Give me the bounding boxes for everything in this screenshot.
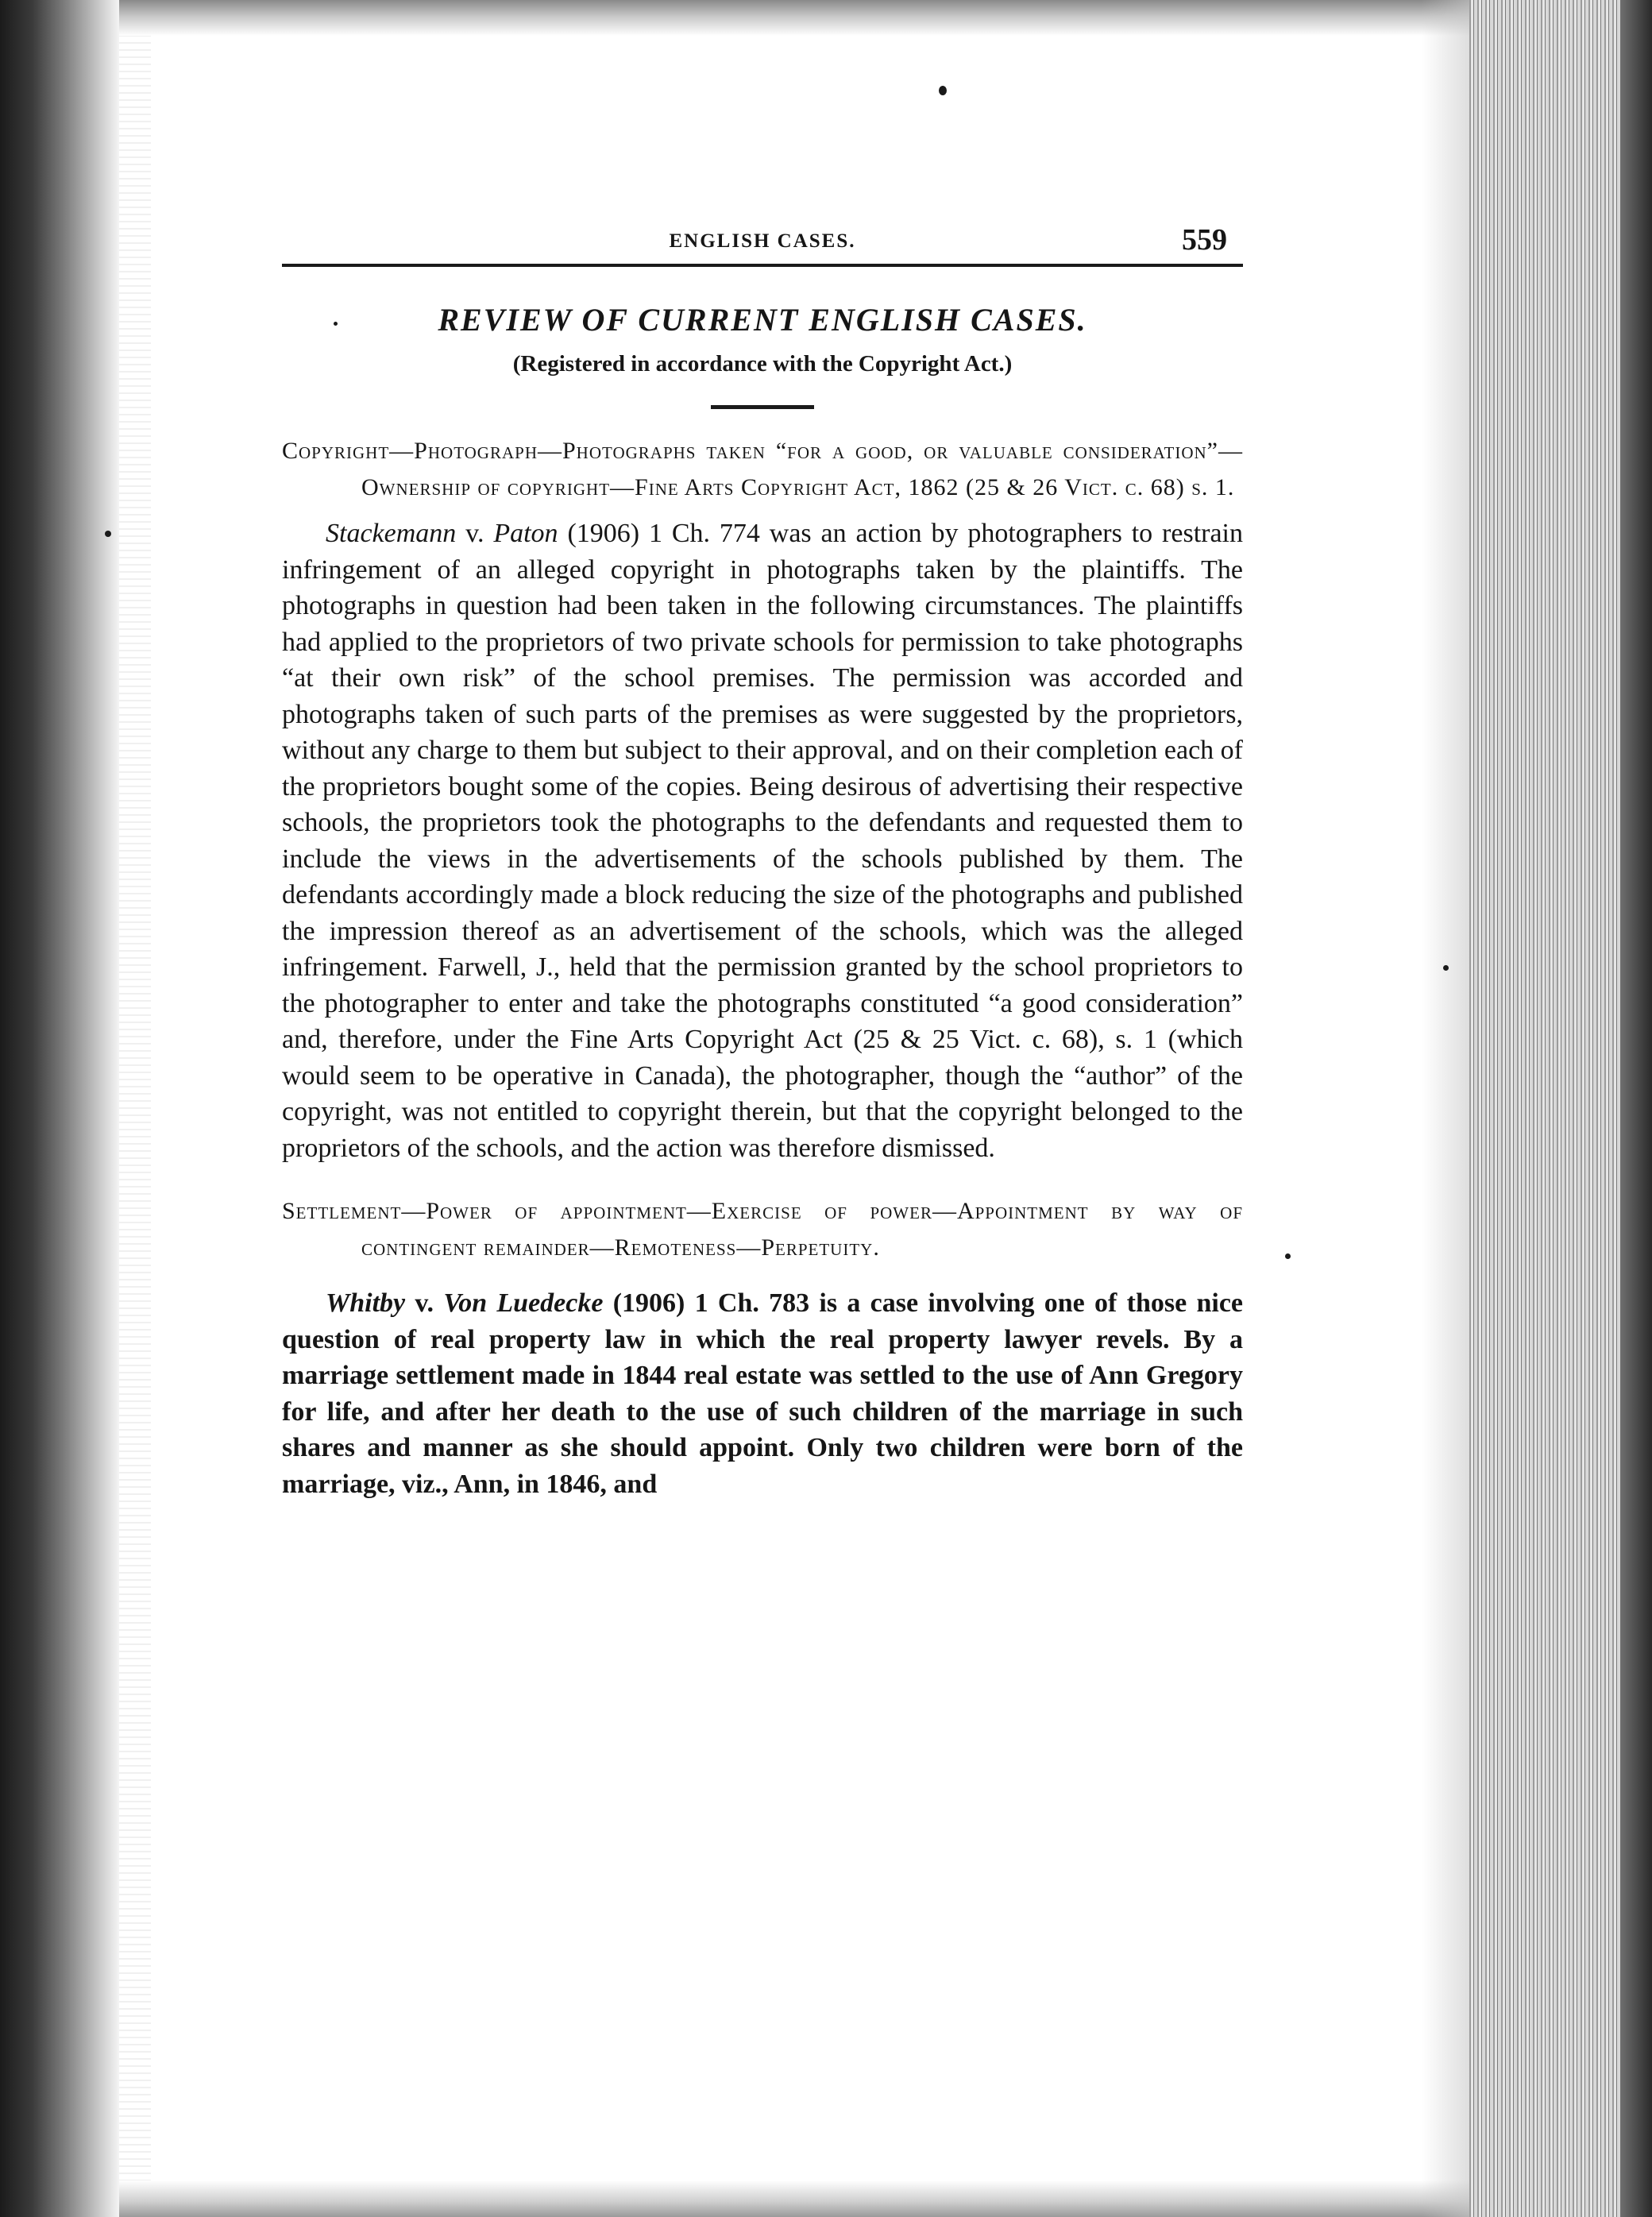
case-name-plaintiff: Stackemann [326,519,457,548]
case-body-text: (1906) 1 Ch. 783 is a case involving one of those nice question of real property law in which the real property lawyer revels. By a marriage settlement made in 1844 real estate was settled to the use of Ann Gregory for life, and after her death to the use of such children of the marriage in such shares and manner as she should appoint. Only two children were born of the marriage, viz., Ann, in 1846, and [282,1288,1244,1499]
case-paragraph [282,1285,1243,1502]
article-title: REVIEW OF CURRENT ENGLISH CASES. [438,302,1087,338]
ink-speck [1285,1253,1291,1259]
ink-speck [1443,965,1449,971]
copyright-notice: (Registered in accordance with the Copyright Act.) [512,351,1013,377]
scan-shadow-top [119,0,1469,36]
scan-edge-right [1620,0,1652,2217]
scan-noise-left [119,0,151,2217]
ink-speck [105,531,111,537]
header-rule [282,264,1243,267]
case-heading: Settlement—Power of appointment—Exercise of power—Appointment by way of contingent remainder—Remoteness—Perpetuity. [282,1198,1243,1261]
case-versus: v. [405,1288,444,1318]
running-title: ENGLISH CASES. [669,230,856,252]
case-name-plaintiff: Whitby [326,1288,406,1318]
document-page [282,214,1243,1529]
running-head [282,214,1243,262]
scan-binding-shadow [0,0,119,2217]
case-heading: Copyright—Photograph—Photographs taken “for a good, or valuable consideration”—Ownership of copyright—Fine Arts Copyright Act, 1862 (25 & 26 Vict. c. 68) s. 1. [282,438,1243,500]
scan-fade-right [1422,0,1469,2217]
case-versus: v. [456,519,494,548]
case-name-defendant: Paton [493,519,558,548]
case-paragraph [282,516,1243,1166]
case-body-text: (1906) 1 Ch. 774 was an action by photographers to restrain infringement of an alleged copyright in photographs taken by the plaintiffs. The photographs in question had been taken in the following circumstances. The plaintiffs had applied to the proprietors of two private schools for permission to take photographs “at their own risk” of the school premises. The permission was accorded and photographs taken of such parts of the premises as were suggested by the proprietors, without any charge to them but subject to their approval, and on their completion each of the proprietors bought some of the copies. Being desirous of advertising their respective schools, the proprietors took the photographs to the defendants and requested them to include the views in the advertisements of the schools published by them. The defendants accordingly made a block reducing the size of the photographs and published the impression thereof as an advertisement of the schools, which was the alleged infringement. Farwell, J., held that the permission granted by the school proprietors to the photographer to enter and take the photographs constituted “a good consideration” and, therefore, under the Fine Arts Copyright Act (25 & 25 Vict. c. 68), s. 1 (which would seem to be operative in Canada), the photographer, though the “author” of the copyright, was not entitled to copyright therein, but that the copyright belonged to the proprietors of the schools, and the action was therefore dismissed. [282,519,1244,1163]
page-number: 559 [1182,223,1227,257]
scan-shadow-bottom [119,2180,1469,2217]
title-divider [711,405,814,409]
case-name-defendant: Von Luedecke [443,1288,604,1318]
ink-speck [939,86,947,95]
